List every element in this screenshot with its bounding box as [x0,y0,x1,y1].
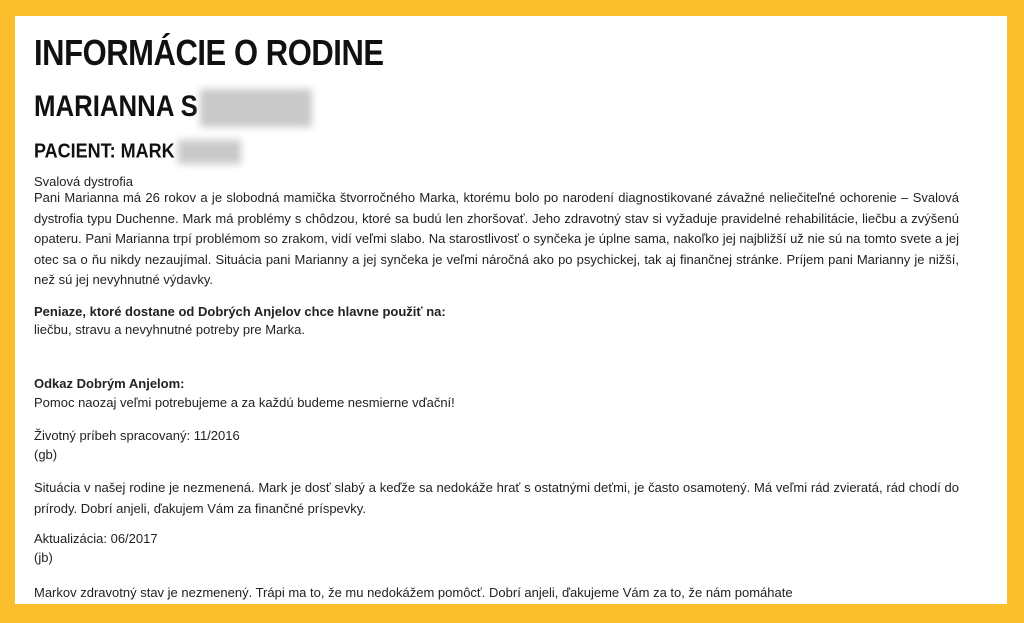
update-date: Aktualizácia: 06/2017 [34,531,158,546]
message-heading: Odkaz Dobrým Anjelom: [34,376,185,391]
description-paragraph: Pani Marianna má 26 rokov a je slobodná mamička štvorročného Marka, ktorému bolo po narodení diagnostikované závažné neliečiteľné ochorenie – Svalová dystrofia typu Duchenne. Mark má problémy s chôdzou, ktoré sa budú len zhoršovať. Jeho zdravotný stav si vyžaduje pravidelné rehabilitácie, liečbu a zvýšenú opateru. Pani Marianna trpí problémom so zrakom, vidí veľmi slabo. Na starostlivosť o synčeka je úplne sama, nakoľko jej najbližší už nie sú na tomto svete a jej otec sa o ňu nikdy nezaujímal. Situácia pani Marianny a jej synčeka je veľmi náročná ako po psychickej, tak aj finančnej stránke. Príjem pani Marianny je nižší, než sú jej nevyhnutné výdavky. [34,190,959,287]
money-text: liečbu, stravu a nevyhnutné potreby pre Marka. [34,322,305,337]
processed-by: (gb) [34,447,58,462]
patient-heading [34,140,241,164]
redacted-patient-surname [178,140,241,164]
family-name: MARIANNA S [34,89,198,123]
message-text: Pomoc naozaj veľmi potrebujeme a za každú budeme nesmierne vďační! [34,395,455,410]
family-name-heading [34,89,311,127]
page-title: INFORMÁCIE O RODINE [34,32,384,73]
latest-update-paragraph: Markov zdravotný stav je nezmenený. Trápi ma to, že mu nedokážem pomôcť. Dobrí anjeli, ďakujeme Vám za to, že nám pomáhate [34,585,793,600]
money-heading: Peniaze, ktoré dostane od Dobrých Anjelov chce hlavne použiť na: [34,304,446,319]
diagnosis: Svalová dystrofia [34,174,133,189]
patient-name: PACIENT: MARK [34,140,175,163]
update-by: (jb) [34,550,53,565]
update-paragraph: Situácia v našej rodine je nezmenená. Mark je dosť slabý a keďže sa nedokáže hrať s ostatnými deťmi, je často osamotený. Má veľmi rád zvieratá, rád chodí do prírody. Dobrí anjeli, ďakujem Vám za finančné príspevky. [34,480,959,516]
processed-date: Životný príbeh spracovaný: 11/2016 [34,428,240,443]
redacted-surname [200,89,312,127]
content-card [15,16,1007,604]
